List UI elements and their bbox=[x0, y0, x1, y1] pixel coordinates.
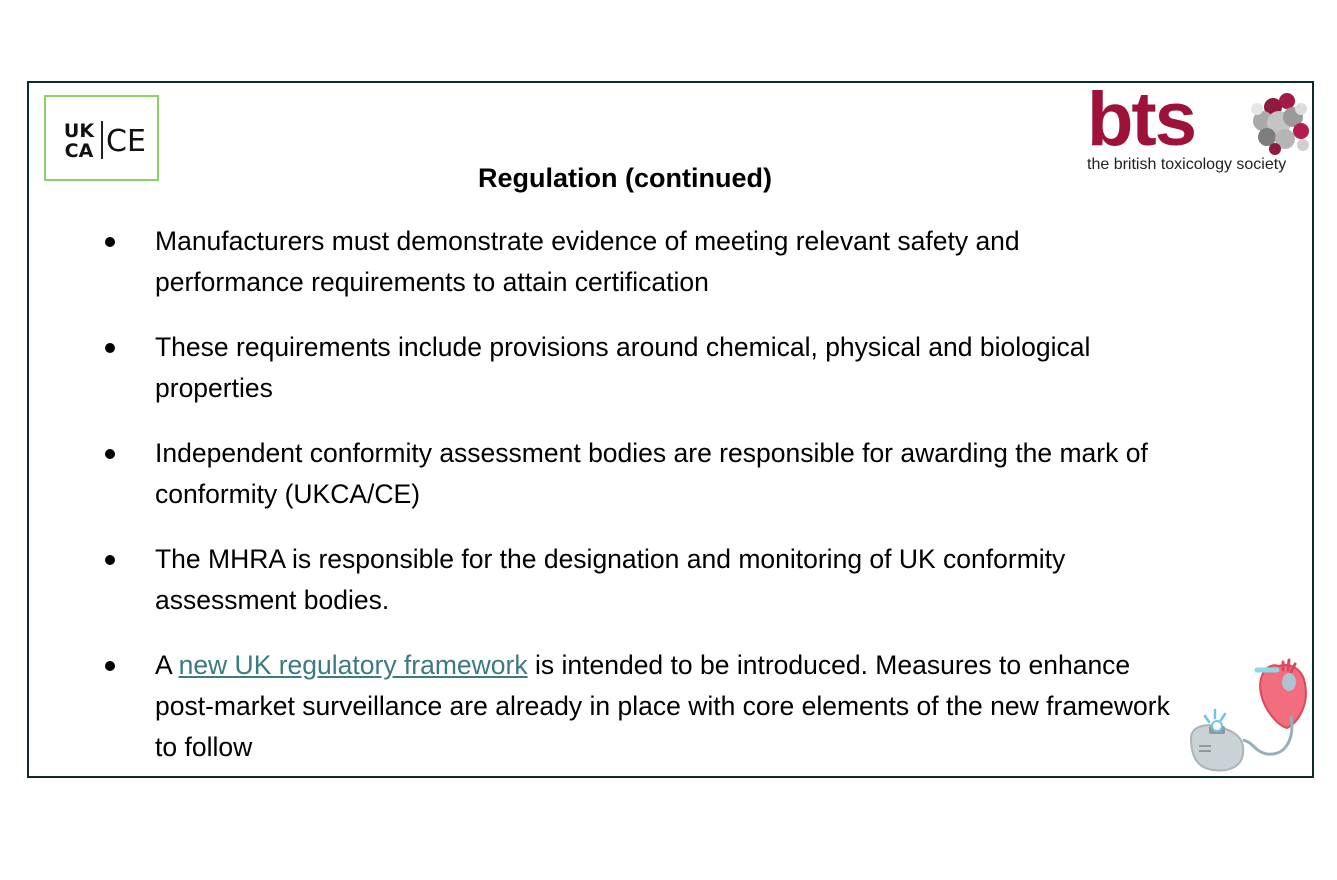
slide bbox=[27, 81, 1314, 778]
bullet-item bbox=[103, 327, 1173, 409]
bullet-item bbox=[103, 433, 1173, 515]
bts-wordmark: bts bbox=[1087, 87, 1195, 162]
bullet-dot-icon bbox=[105, 555, 115, 565]
molecule-icon bbox=[1251, 93, 1309, 155]
ukca-top-text: UK bbox=[63, 120, 95, 142]
bullet-item bbox=[103, 221, 1173, 303]
slide-title: Regulation (continued) bbox=[478, 163, 772, 193]
bts-tagline: the british toxicology society bbox=[1087, 156, 1287, 173]
bullet-item bbox=[103, 645, 1173, 768]
bullet-dot-icon bbox=[105, 237, 115, 247]
bullet-text: These requirements include provisions around chemical, physical and biological properties bbox=[155, 332, 1091, 403]
bullet-dot-icon bbox=[105, 343, 115, 353]
bullet-text-suffix: is intended to be introduced. Measures to enhance post-market surveillance are already in place with core elements of the new framework to follow bbox=[155, 650, 1170, 762]
bullet-text: Manufacturers must demonstrate evidence of meeting relevant safety and performance requirements to attain certification bbox=[155, 226, 1020, 297]
ukca-bottom-text: CA bbox=[64, 140, 94, 162]
bullet-text: Independent conformity assessment bodies are responsible for awarding the mark of conformity (UKCA/CE) bbox=[155, 438, 1148, 509]
pacemaker-heart-icon bbox=[1187, 656, 1311, 776]
regulatory-framework-link[interactable]: new UK regulatory framework bbox=[178, 650, 528, 680]
bullet-item bbox=[103, 539, 1173, 621]
bullet-dot-icon bbox=[105, 661, 115, 671]
ce-mark-text: CE bbox=[106, 124, 146, 159]
bullet-dot-icon bbox=[105, 449, 115, 459]
bullet-list bbox=[103, 221, 1173, 792]
bullet-text-prefix: A bbox=[155, 650, 179, 680]
bullet-text: The MHRA is responsible for the designation and monitoring of UK conformity assessment bodies. bbox=[155, 544, 1066, 615]
